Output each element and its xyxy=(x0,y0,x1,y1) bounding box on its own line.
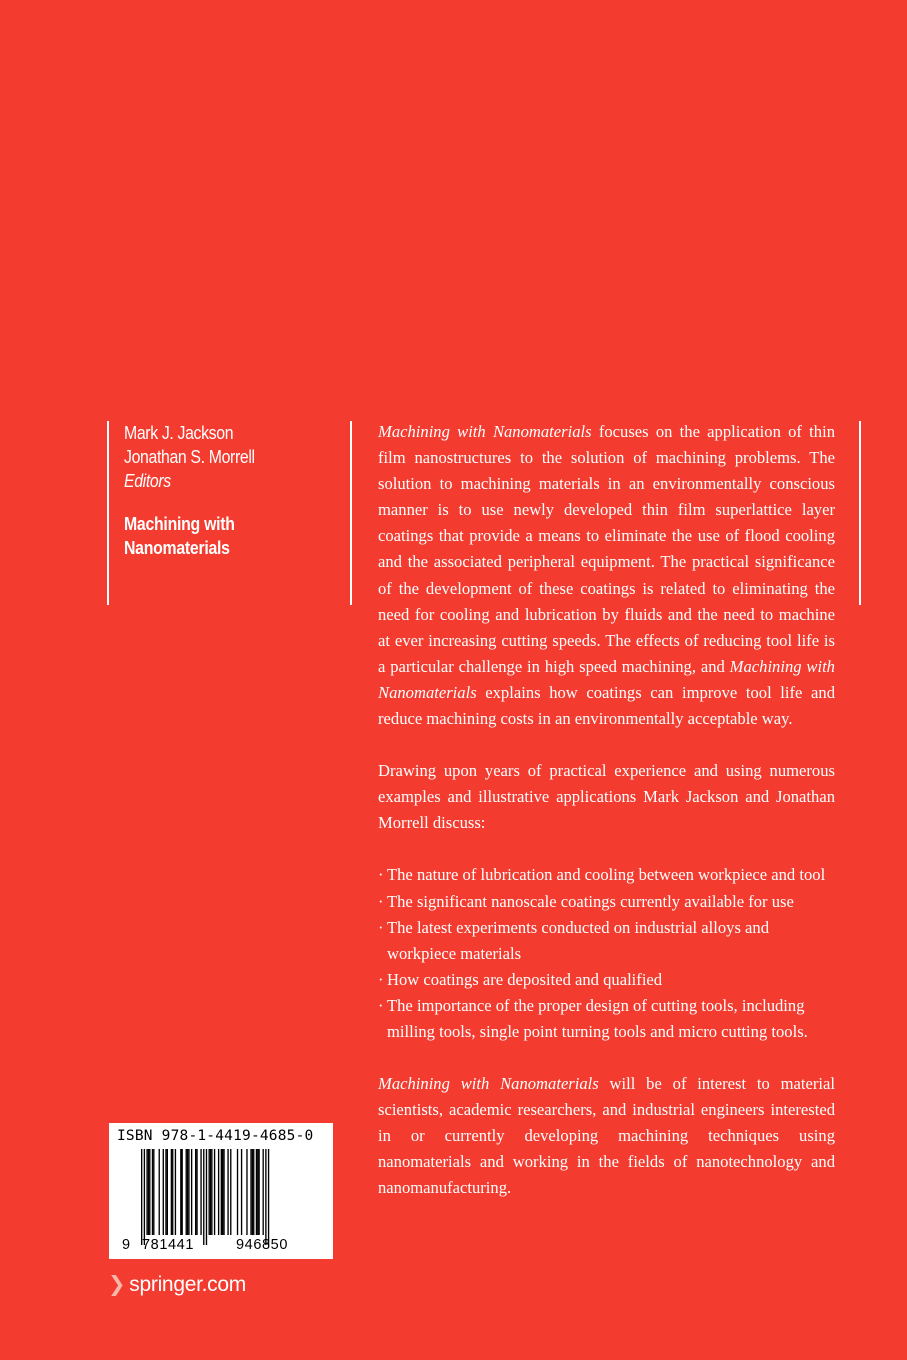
barcode-bar xyxy=(230,1149,231,1235)
barcode-bar xyxy=(241,1149,242,1235)
book-title-line: Nanomaterials xyxy=(124,538,230,558)
barcode-bar xyxy=(153,1149,154,1235)
bullet-icon: · xyxy=(378,995,384,1015)
center-divider-rule xyxy=(350,421,352,605)
list-item-text: How coatings are deposited and qualified xyxy=(387,969,663,989)
barcode-bar xyxy=(182,1149,183,1235)
ean-first-digit: 9 xyxy=(122,1237,131,1253)
barcode-bar xyxy=(256,1149,257,1235)
editors-label: Editors xyxy=(124,471,171,491)
barcode-bar xyxy=(191,1149,192,1235)
barcode-bar xyxy=(163,1149,164,1235)
list-item-text: The significant nanoscale coatings currently available for use xyxy=(387,891,794,911)
barcode-bar xyxy=(146,1149,147,1235)
barcode-bar xyxy=(211,1149,212,1235)
editors-block xyxy=(124,421,318,493)
barcode-guard-bar xyxy=(203,1149,204,1245)
barcode-bar xyxy=(195,1149,196,1235)
barcode-bar xyxy=(187,1149,188,1235)
barcode-guard-bar xyxy=(206,1149,207,1245)
list-item xyxy=(378,915,835,967)
bullet-icon: · xyxy=(378,891,384,911)
barcode-bar xyxy=(214,1149,215,1235)
description-text: explains how coatings can improve tool life and reduce machining costs in an environmentally acceptable way. xyxy=(378,682,835,729)
barcode-bar xyxy=(258,1149,259,1235)
book-title-inline: Machining with Nanomaterials xyxy=(378,656,835,702)
barcode-guard-bar xyxy=(144,1149,145,1245)
book-title-inline: Machining with Nanomaterials xyxy=(378,1074,599,1094)
barcode-bar xyxy=(246,1149,247,1235)
barcode-bar xyxy=(172,1149,173,1235)
barcode-bar xyxy=(165,1149,166,1235)
bullet-icon: · xyxy=(378,969,384,989)
springer-link-label: springer.com xyxy=(129,1273,246,1296)
list-item-text: The importance of the proper design of cutting tools, including milling tools, single point turning tools and micro cutting tools. xyxy=(387,995,808,1041)
barcode-bar xyxy=(200,1149,201,1235)
description-text: will be of interest to material scientists, academic researchers, and industrial engineers interested in or currently developing machining techniques using nanomaterials and working in the fields of nanotechnology and nanomanufacturing. xyxy=(378,1074,835,1198)
description-paragraph xyxy=(378,1071,835,1201)
book-title-line: Machining with xyxy=(124,514,235,534)
right-divider-rule xyxy=(859,421,861,605)
barcode-bar xyxy=(237,1149,238,1235)
isbn-label: ISBN 978-1-4419-4685-0 xyxy=(117,1128,314,1144)
topic-list xyxy=(378,862,835,1045)
barcode-guard-bar xyxy=(268,1149,269,1245)
bullet-icon: · xyxy=(378,865,384,885)
barcode-bar xyxy=(221,1149,222,1235)
barcode-bar xyxy=(148,1149,149,1235)
barcode-bar xyxy=(209,1149,210,1235)
barcode-bar xyxy=(222,1149,223,1235)
description-text: focuses on the application of thin film nanostructures to the solution of machining problems. The solution to machining materials in an environmentally conscious manner is to use newly developed thin film superlattice layer coatings that provide a means to eliminate the use of flood cooling and the associated peripheral equipment. The practical significance of the development of these coatings is related to eliminating the need for cooling and lubrication by fluids and the need to machine at ever increasing cutting speeds. The effects of reducing tool life is a particular challenge in high speed machining, and xyxy=(378,422,835,676)
barcode-bar xyxy=(218,1149,219,1235)
description-paragraph: Drawing upon years of practical experience and using numerous examples and illustrative applications Mark Jackson and Jonathan Morrell discuss: xyxy=(378,761,835,833)
ean-right-group: 946850 xyxy=(236,1237,288,1253)
springer-link[interactable] xyxy=(108,1270,246,1300)
list-item xyxy=(378,889,835,915)
barcode-bar xyxy=(186,1149,187,1235)
bullet-icon: · xyxy=(378,917,384,937)
isbn-barcode xyxy=(109,1123,333,1259)
barcode-bar xyxy=(223,1149,224,1235)
barcode-bar xyxy=(167,1149,168,1235)
ean-left-group: 781441 xyxy=(142,1237,194,1253)
barcode-bar xyxy=(263,1149,264,1235)
description-paragraph xyxy=(378,419,835,732)
barcode-bar xyxy=(159,1149,160,1235)
chevron-right-icon: ❯ xyxy=(108,1273,126,1296)
list-item xyxy=(378,967,835,993)
book-description xyxy=(378,419,835,1202)
barcode-bar xyxy=(175,1149,176,1235)
barcode-bar xyxy=(210,1149,211,1235)
barcode-bar xyxy=(171,1149,172,1235)
barcode-guard-bar xyxy=(265,1149,266,1245)
barcode-bar xyxy=(196,1149,197,1235)
left-divider-rule xyxy=(107,421,109,605)
barcode-bar xyxy=(252,1149,253,1235)
barcode-bar xyxy=(180,1149,181,1235)
barcode-bar xyxy=(253,1149,254,1235)
editor-name: Jonathan S. Morrell xyxy=(124,447,255,467)
list-item-text: The nature of lubrication and cooling between workpiece and tool xyxy=(387,865,826,885)
book-title-inline: Machining with Nanomaterials xyxy=(378,422,592,441)
book-title xyxy=(124,512,326,560)
editor-name: Mark J. Jackson xyxy=(124,423,234,443)
list-item xyxy=(378,993,835,1045)
barcode-bar xyxy=(250,1149,251,1235)
barcode-guard-bar xyxy=(141,1149,142,1245)
barcode-bar xyxy=(149,1149,150,1235)
list-item xyxy=(378,862,835,888)
barcode-bar xyxy=(188,1149,189,1235)
barcode-bar xyxy=(257,1149,258,1235)
barcode-bar xyxy=(152,1149,153,1235)
barcode-bar xyxy=(227,1149,228,1235)
list-item-text: The latest experiments conducted on industrial alloys and workpiece materials xyxy=(387,917,770,963)
